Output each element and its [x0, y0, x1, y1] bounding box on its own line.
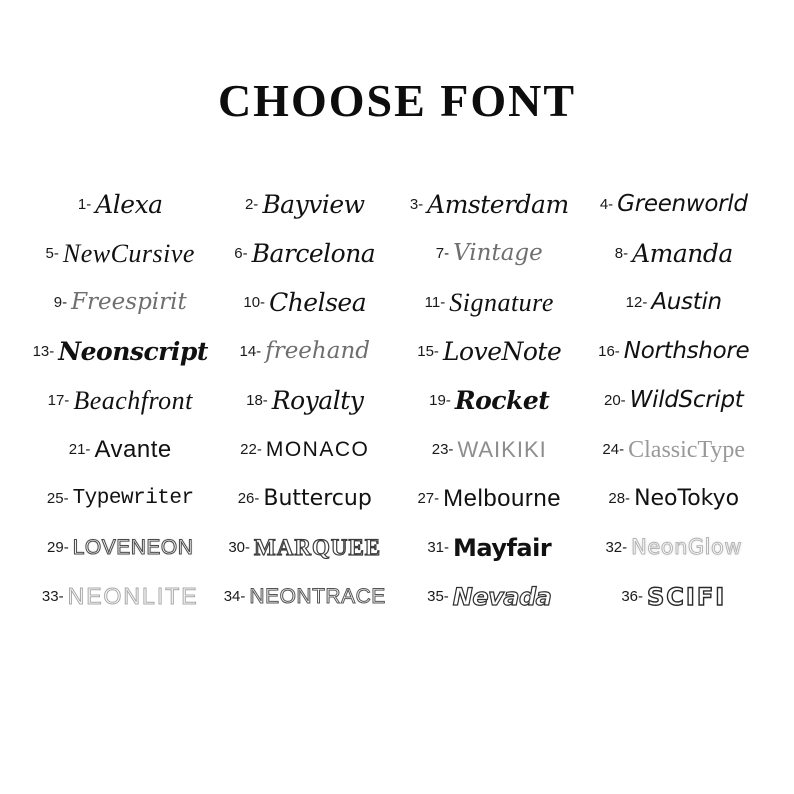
font-option-number: 4-: [599, 196, 614, 213]
font-option-name: Bayview: [262, 190, 365, 219]
font-option-number: 25-: [46, 490, 69, 507]
font-option-number: 13-: [32, 343, 55, 360]
font-option[interactable]: [215, 180, 396, 229]
font-option-name: NEONTRACE: [249, 585, 386, 608]
font-option[interactable]: [215, 327, 396, 376]
font-option-name: NeoTokyo: [634, 485, 740, 511]
font-option-name: Northshore: [623, 338, 750, 364]
font-option-number: 32-: [605, 539, 628, 556]
font-option-name: Chelsea: [269, 288, 367, 317]
font-option[interactable]: [399, 572, 580, 621]
font-option-number: 35-: [427, 588, 449, 605]
font-option-number: 19-: [429, 392, 451, 409]
font-option-number: 5-: [45, 245, 59, 262]
font-option-number: 14-: [239, 343, 262, 360]
font-option-name: Alexa: [95, 190, 163, 219]
font-option-name: Neonscript: [58, 337, 208, 366]
font-option-number: 28-: [608, 490, 631, 507]
font-option-name: Royalty: [271, 386, 364, 415]
font-option-name: NewCursive: [62, 238, 195, 268]
font-option-name: Signature: [449, 287, 554, 317]
font-option-number: 15-: [417, 343, 439, 360]
font-option-number: 23-: [431, 441, 454, 458]
font-option[interactable]: [584, 278, 765, 327]
font-option-number: 29-: [47, 539, 69, 556]
font-option[interactable]: [215, 474, 396, 523]
font-option-name: Nevada: [452, 582, 552, 611]
font-option[interactable]: [584, 572, 765, 621]
font-grid: [30, 180, 764, 621]
font-option[interactable]: [30, 327, 211, 376]
font-option-number: 7-: [435, 245, 450, 262]
font-option-name: Greenworld: [617, 191, 748, 217]
font-option-name: Buttercup: [263, 485, 372, 511]
font-option[interactable]: [30, 572, 211, 621]
font-option[interactable]: [215, 376, 396, 425]
font-option[interactable]: [399, 327, 580, 376]
font-option-name: Barcelona: [251, 239, 376, 268]
font-option-name: ClassicType: [628, 436, 746, 463]
font-option-name: NEONLITE: [67, 583, 199, 609]
font-option-number: 22-: [240, 441, 262, 458]
font-option-number: 24-: [602, 441, 625, 458]
font-option[interactable]: [30, 229, 211, 278]
font-option[interactable]: [399, 278, 580, 327]
font-option-number: 17-: [47, 392, 70, 409]
font-option-name: Beachfront: [73, 385, 193, 415]
font-option[interactable]: [399, 474, 580, 523]
font-option[interactable]: [30, 474, 211, 523]
font-option-number: 27-: [417, 490, 440, 507]
font-option-name: Amanda: [632, 239, 733, 268]
font-option[interactable]: [215, 425, 396, 474]
font-option-number: 31-: [427, 539, 449, 556]
font-option-name: Mayfair: [453, 533, 552, 562]
font-option-name: MONACO: [265, 438, 370, 461]
font-option-number: 12-: [625, 294, 648, 311]
font-option-name: freehand: [265, 338, 370, 364]
font-option-number: 2-: [244, 196, 259, 213]
font-option-name: WAIKIKI: [457, 436, 547, 462]
font-option-number: 9-: [53, 294, 68, 311]
font-option[interactable]: [584, 523, 765, 572]
font-option-number: 1-: [77, 196, 92, 213]
font-option-number: 11-: [424, 294, 446, 311]
font-option[interactable]: [399, 229, 580, 278]
font-option[interactable]: [215, 278, 396, 327]
font-option[interactable]: [215, 572, 396, 621]
font-option-name: Avante: [94, 435, 172, 463]
font-option[interactable]: [399, 376, 580, 425]
font-option[interactable]: [30, 180, 211, 229]
font-option[interactable]: [399, 180, 580, 229]
font-option-number: 21-: [68, 441, 91, 458]
font-option-name: Typewriter: [72, 487, 194, 510]
page-title: CHOOSE FONT: [217, 75, 577, 126]
font-option[interactable]: [399, 425, 580, 474]
font-option-number: 6-: [234, 245, 248, 262]
font-option-number: 20-: [603, 392, 626, 409]
font-option[interactable]: [584, 376, 765, 425]
font-option[interactable]: [399, 523, 580, 572]
font-option-number: 3-: [409, 196, 424, 213]
font-option-name: Freespirit: [71, 289, 187, 315]
font-option[interactable]: [584, 425, 765, 474]
font-option-name: Melbourne: [443, 484, 562, 512]
font-option[interactable]: [30, 376, 211, 425]
font-option[interactable]: [584, 474, 765, 523]
font-option-number: 34-: [223, 588, 246, 605]
font-option-name: Rocket: [454, 386, 550, 415]
font-option[interactable]: [215, 229, 396, 278]
font-option[interactable]: [215, 523, 396, 572]
font-option-name: LOVENEON: [72, 536, 194, 559]
font-option-name: NeonGlow: [631, 535, 743, 559]
font-option-number: 16-: [598, 343, 620, 360]
font-option-number: 8-: [614, 245, 629, 262]
font-option[interactable]: [584, 229, 765, 278]
font-option[interactable]: [584, 327, 765, 376]
font-option[interactable]: [30, 278, 211, 327]
font-option-number: 36-: [621, 588, 644, 605]
font-option[interactable]: [30, 523, 211, 572]
font-option[interactable]: [30, 425, 211, 474]
font-option-name: SCIFI: [647, 582, 727, 611]
font-option-number: 26-: [237, 490, 260, 507]
font-option-number: 18-: [246, 392, 268, 409]
font-option-name: LoveNote: [442, 337, 562, 366]
font-option-name: Vintage: [453, 240, 543, 266]
font-option-name: Amsterdam: [427, 190, 569, 219]
font-option-number: 30-: [228, 539, 251, 556]
font-option-name: Austin: [651, 289, 722, 315]
font-option-number: 33-: [41, 588, 64, 605]
font-option-number: 10-: [243, 294, 266, 311]
font-option[interactable]: [584, 180, 765, 229]
font-option-name: MARQUEE: [254, 535, 382, 560]
font-option-name: WildScript: [629, 387, 744, 413]
